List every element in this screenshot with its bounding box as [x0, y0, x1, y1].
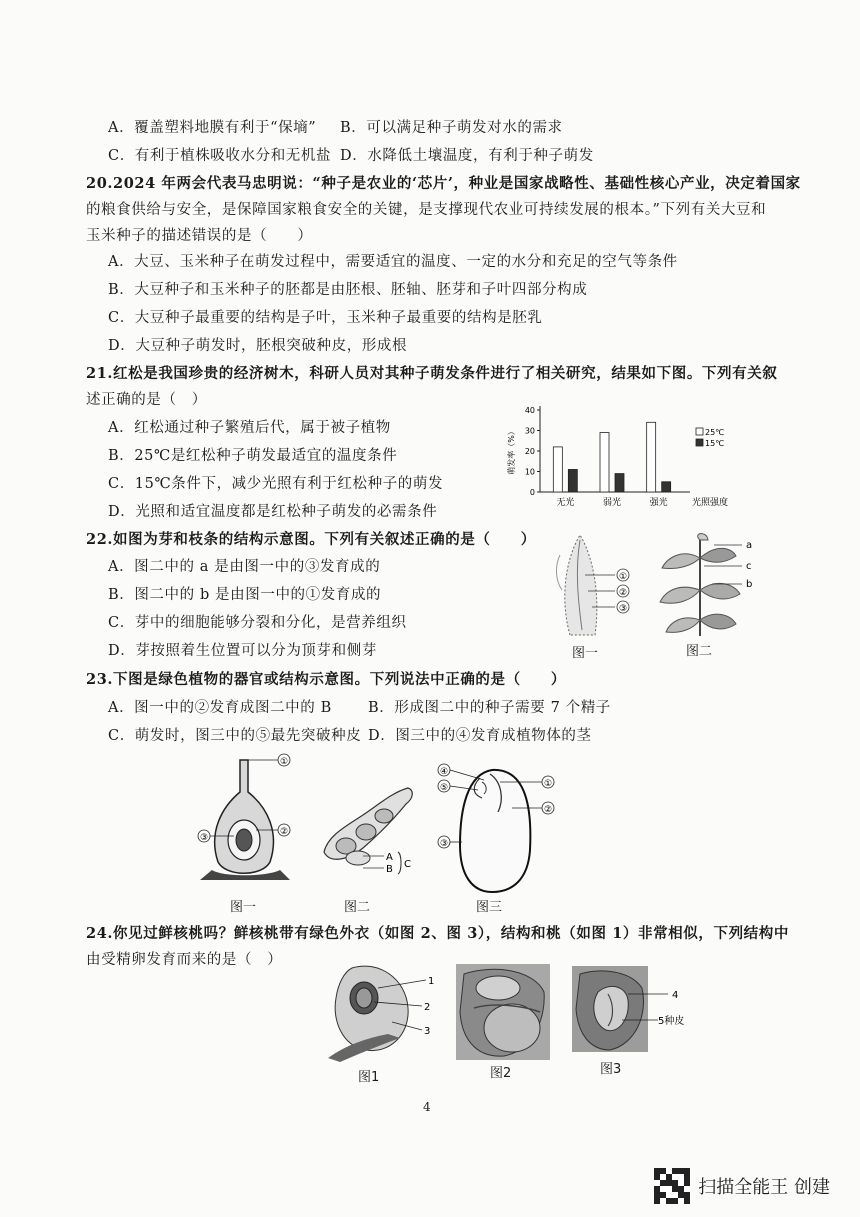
- q20-option-d: D．大豆种子萌发时，胚根突破种皮，形成根: [108, 338, 408, 354]
- q24-fig1-mark-3: 3: [424, 1026, 431, 1037]
- q24-stem-text: 24.你见过鲜核桃吗？鲜核桃带有绿色外衣（如图 2、图 3），结构和桃（如图 1）非常相似，下列结构中: [86, 925, 789, 942]
- q19-option-d: D．水降低土壤温度，有利于种子萌发: [340, 148, 594, 164]
- watermark-text: 扫描全能王 创建: [698, 1177, 830, 1198]
- q23-fig1-mark-1: ①: [279, 757, 289, 767]
- x-tick-label-弱光: 弱光: [602, 498, 622, 508]
- q22-fig2-mark-a: a: [746, 540, 753, 551]
- q21-stem-text: 21.红松是我国珍贵的经济树木，科研人员对其种子萌发条件进行了相关研究，结果如下图。下列有关叙: [86, 365, 778, 382]
- q22-option-a: A．图二中的 a 是由图一中的③发育成的: [108, 559, 381, 575]
- page-number: 4: [423, 1100, 431, 1114]
- y-axis-label: 萌发率（%）: [507, 427, 516, 475]
- q23-fig1-mark-3: ③: [199, 833, 209, 843]
- y-tick-label-10: 10: [524, 467, 535, 477]
- q21-stem-line1: [86, 364, 777, 384]
- q23-option-b: B．形成图二中的种子需要 7 个精子: [368, 700, 611, 716]
- q23-option-c: C．萌发时，图三中的⑤最先突破种皮: [108, 728, 362, 744]
- q23-fig1-mark-2: ②: [279, 827, 289, 837]
- q19-option-a: A．覆盖塑料地膜有利于“保墒”: [108, 120, 317, 136]
- q24-peach-figure: [318, 958, 448, 1064]
- q22-fig1-mark-3: ③: [618, 604, 628, 614]
- q20-option-b: B．大豆种子和玉米种子的胚都是由胚根、胚轴、胚芽和子叶四部分构成: [108, 282, 588, 298]
- q22-fig1-mark-2: ②: [618, 588, 628, 598]
- legend-swatch-25℃: [696, 428, 703, 435]
- q23-fig2-mark-b: B: [386, 864, 393, 875]
- q22-option-b: B．图二中的 b 是由图一中的①发育成的: [108, 587, 382, 603]
- q23-fig3-mark-4: ④: [439, 767, 449, 777]
- q24-fig1-caption: 图1: [358, 1070, 380, 1085]
- q23-fig2-caption: 图二: [344, 900, 371, 915]
- q20-stem-line2: 的粮食供给与安全，是保障国家粮食安全的关键，是支撑现代农业可持续发展的根本。”下列有关大豆和: [86, 202, 767, 218]
- y-tick-label-0: 0: [529, 488, 535, 497]
- q22-stem-text: 22.如图为芽和枝条的结构示意图。下列有关叙述正确的是（ ）: [86, 531, 536, 548]
- q21-option-b: B．25℃是红松种子萌发最适宜的温度条件: [108, 448, 398, 464]
- q24-stem-line1: [86, 924, 789, 944]
- q23-option-d: D．图三中的④发育成植物体的茎: [368, 728, 592, 744]
- q24-fig1-mark-1: 1: [428, 976, 435, 987]
- x-axis-label: 光照强度: [692, 498, 729, 508]
- x-tick-label-无光: 无光: [556, 498, 575, 508]
- q22-fig2-mark-b: b: [746, 579, 753, 590]
- q24-stem-line2: 由受精卵发育而来的是（ ）: [86, 952, 283, 968]
- y-tick-label-30: 30: [524, 426, 535, 436]
- q23-seed-figure: [432, 760, 562, 898]
- q23-fig3-mark-1: ①: [543, 779, 553, 789]
- q23-pistil-figure: [192, 752, 312, 892]
- q22-bud-figure: [540, 530, 650, 640]
- q23-fig3-mark-5: ⑤: [439, 783, 449, 793]
- q23-stem: [86, 670, 566, 690]
- q22-fig1-mark-1: ①: [618, 572, 628, 582]
- q19-option-c: C．有利于植株吸收水分和无机盐: [108, 148, 332, 164]
- q23-fig3-mark-2: ②: [543, 805, 553, 815]
- q23-fig3-mark-3: ③: [439, 839, 449, 849]
- q20-option-a: A．大豆、玉米种子在萌发过程中，需要适宜的温度、一定的水分和充足的空气等条件: [108, 254, 678, 270]
- scanner-watermark: [654, 1168, 830, 1204]
- q23-fig3-caption: 图三: [476, 900, 503, 915]
- q20-stem-line1: [86, 174, 801, 194]
- q24-fig1-mark-2: 2: [424, 1002, 431, 1013]
- x-tick-label-强光: 强光: [649, 498, 668, 508]
- q23-fig2-mark-c: C: [404, 859, 411, 870]
- q22-fig2-caption: 图二: [686, 644, 713, 659]
- q24-fig2-caption: 图2: [490, 1066, 512, 1081]
- q20-option-c: C．大豆种子最重要的结构是子叶，玉米种子最重要的结构是胚乳: [108, 310, 543, 326]
- q19-option-b: B．可以满足种子萌发对水的需求: [340, 120, 563, 136]
- y-tick-label-40: 40: [524, 406, 535, 415]
- q24-walnut-seed-figure: [570, 964, 690, 1056]
- bar-25℃-无光: [553, 447, 562, 492]
- q23-pod-figure: [318, 780, 423, 880]
- q24-fig3-mark-5: 5种皮: [658, 1016, 685, 1027]
- q22-option-d: D．芽按照着生位置可以分为顶芽和侧芽: [108, 643, 377, 659]
- q21-option-d: D．光照和适宜温度都是红松种子萌发的必需条件: [108, 504, 438, 520]
- bar-15℃-强光: [662, 482, 671, 492]
- q24-fig3-mark-4: 4: [672, 990, 679, 1001]
- q21-germination-chart: [500, 400, 770, 510]
- bar-15℃-无光: [568, 469, 577, 492]
- q23-fig1-caption: 图一: [230, 900, 257, 915]
- q24-walnut-cut-figure: [454, 962, 552, 1062]
- q22-fig2-mark-c: c: [746, 561, 752, 572]
- qr-code-icon: [654, 1168, 690, 1204]
- legend-label-15℃: 15℃: [705, 439, 725, 448]
- q21-option-a: A．红松通过种子繁殖后代，属于被子植物: [108, 420, 391, 436]
- bar-25℃-强光: [647, 422, 656, 492]
- q23-option-a: A．图一中的②发育成图二中的 B: [108, 700, 332, 716]
- legend-swatch-15℃: [696, 439, 703, 446]
- q20-stem-text: 20.2024 年两会代表马忠明说：“种子是农业的‘芯片’，种业是国家战略性、基础性核心产业，决定着国家: [86, 175, 801, 192]
- y-tick-label-20: 20: [524, 447, 535, 456]
- legend-label-25℃: 25℃: [705, 428, 725, 437]
- q20-stem-line3: 玉米种子的描述错误的是（ ）: [86, 228, 313, 244]
- q23-stem-text: 23.下图是绿色植物的器官或结构示意图。下列说法中正确的是（ ）: [86, 671, 567, 688]
- q22-branch-figure: [652, 528, 762, 640]
- q22-fig1-caption: 图一: [572, 646, 599, 661]
- q21-stem-line2: 述正确的是（ ）: [86, 392, 207, 408]
- q22-stem: [86, 530, 536, 550]
- q23-fig2-mark-a: A: [386, 852, 393, 863]
- bar-25℃-弱光: [600, 433, 609, 492]
- q21-option-c: C．15℃条件下，减少光照有利于红松种子的萌发: [108, 476, 444, 492]
- q24-fig3-caption: 图3: [600, 1062, 622, 1077]
- q22-option-c: C．芽中的细胞能够分裂和分化，是营养组织: [108, 615, 407, 631]
- bar-15℃-弱光: [615, 474, 624, 492]
